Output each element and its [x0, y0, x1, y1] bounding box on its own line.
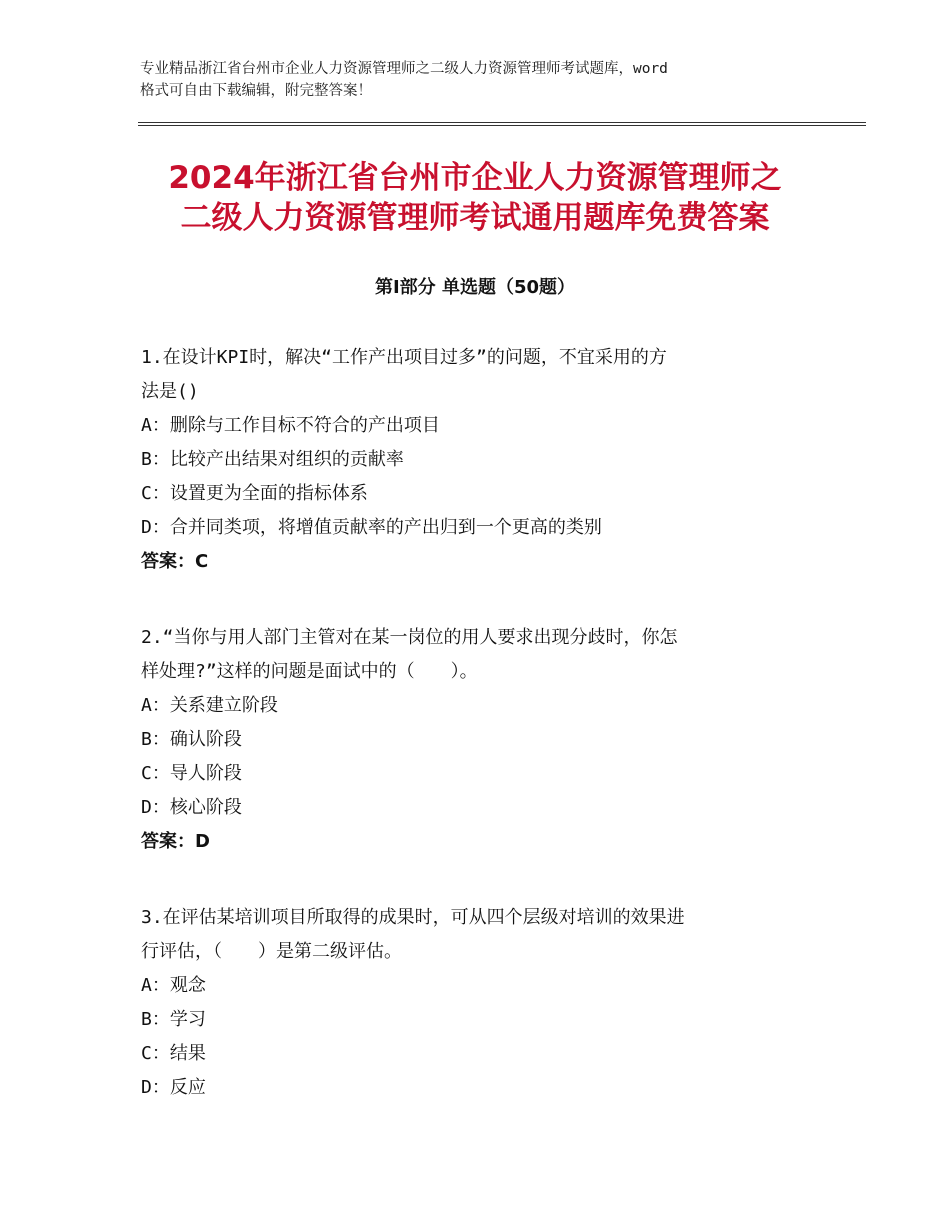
question-stem-line-1: 2.“当你与用人部门主管对在某一岗位的用人要求出现分歧时，你怎	[141, 627, 678, 648]
question-1	[141, 341, 811, 579]
option-d: D：核心阶段	[141, 797, 242, 818]
option-d: D：合并同类项，将增值贡献率的产出归到一个更高的类别	[141, 517, 602, 538]
question-2	[141, 621, 811, 859]
section-title: 第Ⅰ部分 单选题（50题）	[374, 277, 575, 298]
question-stem-line-1: 3.在评估某培训项目所取得的成果时，可从四个层级对培训的效果进	[141, 907, 685, 928]
header-note-line-2: 格式可自由下载编辑，附完整答案！	[140, 83, 372, 99]
question-stem-line-2: 法是()	[141, 381, 199, 402]
option-c: C：设置更为全面的指标体系	[141, 483, 368, 504]
option-c: C：结果	[141, 1043, 206, 1064]
document-title-line-2: 二级人力资源管理师考试通用题库免费答案	[180, 200, 770, 236]
header-note	[140, 58, 820, 102]
option-a: A：观念	[141, 975, 206, 996]
question-stem-line-2: 样处理?”这样的问题是面试中的（ ）。	[141, 661, 478, 682]
option-b: B：学习	[141, 1009, 206, 1030]
question-stem	[141, 901, 811, 969]
question-stem-line-2: 行评估，（ ）是第二级评估。	[141, 941, 402, 962]
question-stem-line-1: 1.在设计KPI时，解决“工作产出项目过多”的问题，不宜采用的方	[141, 347, 667, 368]
answer: 答案：D	[141, 831, 210, 852]
question-stem	[141, 621, 811, 689]
option-b: B：确认阶段	[141, 729, 242, 750]
header-divider	[138, 122, 866, 126]
header-note-line-1: 专业精品浙江省台州市企业人力资源管理师之二级人力资源管理师考试题库，word	[140, 61, 668, 77]
question-list	[141, 341, 811, 1147]
option-b: B：比较产出结果对组织的贡献率	[141, 449, 404, 470]
document-title-line-1: 2024年浙江省台州市企业人力资源管理师之	[168, 160, 782, 196]
document-title	[100, 158, 850, 238]
option-d: D：反应	[141, 1077, 206, 1098]
option-c: C：导人阶段	[141, 763, 242, 784]
question-3	[141, 901, 811, 1105]
option-a: A：删除与工作目标不符合的产出项目	[141, 415, 440, 436]
question-stem	[141, 341, 811, 409]
answer: 答案：C	[141, 551, 209, 572]
option-a: A：关系建立阶段	[141, 695, 278, 716]
